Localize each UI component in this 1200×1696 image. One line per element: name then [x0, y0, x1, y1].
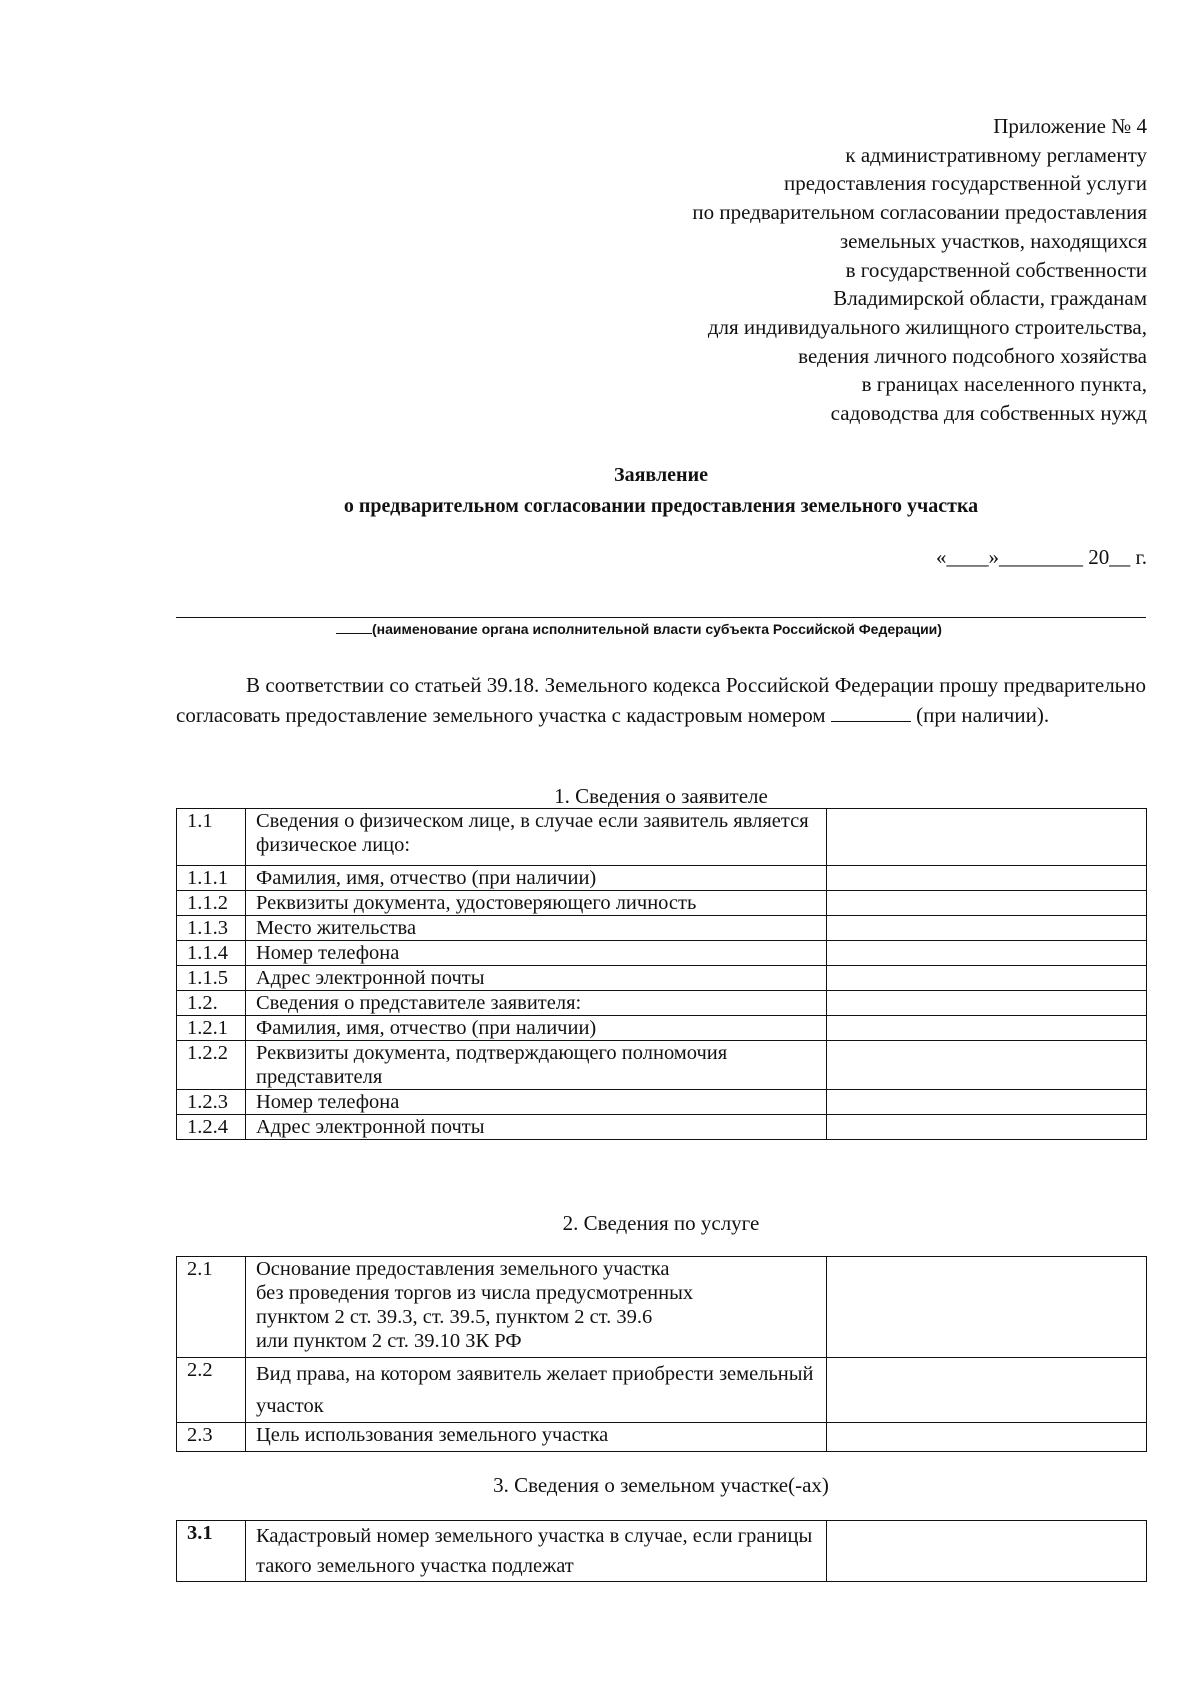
date-field[interactable]: «____»________ 20__ г.	[936, 545, 1147, 569]
row-label: Адрес электронной почты	[246, 966, 827, 991]
row-number: 1.2.2	[177, 1041, 246, 1090]
row-value-cell[interactable]	[827, 916, 1147, 941]
table-row	[177, 941, 1147, 966]
request-paragraph	[176, 670, 1146, 730]
row-value-cell[interactable]	[827, 866, 1147, 891]
table-row	[177, 866, 1147, 891]
row-label-line: без проведения торгов из числа предусмотренных	[256, 1282, 694, 1304]
table-row	[177, 916, 1147, 941]
table-row	[177, 1423, 1147, 1452]
appendix-line: ведения личного подсобного хозяйства	[798, 343, 1147, 368]
document-title	[176, 460, 1146, 522]
table-row	[177, 809, 1147, 866]
row-number: 2.2	[177, 1358, 246, 1423]
row-value-cell[interactable]	[827, 941, 1147, 966]
row-value-cell[interactable]	[827, 1521, 1147, 1582]
request-text-end: (при наличии).	[910, 703, 1050, 727]
row-number: 2.1	[177, 1257, 246, 1358]
row-label: Реквизиты документа, подтверждающего полномочия представителя	[246, 1041, 827, 1090]
row-value-cell[interactable]	[827, 1115, 1147, 1140]
row-value-cell[interactable]	[827, 1016, 1147, 1041]
row-label: Реквизиты документа, удостоверяющего личность	[246, 891, 827, 916]
row-label-line: или пунктом 2 ст. 39.10 ЗК РФ	[256, 1330, 522, 1352]
appendix-line: земельных участков, находящихся	[839, 228, 1147, 253]
appendix-header	[692, 112, 1147, 428]
appendix-line: для индивидуального жилищного строительства,	[707, 314, 1147, 339]
title-line-2: о предварительном согласовании предоставления земельного участка	[343, 495, 979, 517]
appendix-line: Владимирской области, гражданам	[833, 286, 1147, 311]
table-row	[177, 1090, 1147, 1115]
table-row	[177, 991, 1147, 1016]
authority-caption-text: (наименование органа исполнительной власти субъекта Российской Федерации)	[372, 621, 942, 637]
row-number: 1.1.5	[177, 966, 246, 991]
appendix-line: к административному регламенту	[845, 142, 1147, 167]
appendix-line: предоставления государственной услуги	[784, 171, 1147, 196]
appendix-line: в государственной собственности	[845, 257, 1147, 282]
row-label: Место жительства	[246, 916, 827, 941]
row-number: 1.1.3	[177, 916, 246, 941]
section-1-title: 1. Сведения о заявителе	[554, 784, 768, 808]
cadastral-number-blank[interactable]	[831, 703, 911, 722]
row-label: Сведения о представителе заявителя:	[246, 991, 827, 1016]
request-text: В соответствии со статьей 39.18. Земельного кодекса Российской Федерации прошу предварительно согласовать предоставление земельного участка с кадастровым номером	[176, 673, 1146, 727]
row-label: Фамилия, имя, отчество (при наличии)	[246, 866, 827, 891]
row-value-cell[interactable]	[827, 1423, 1147, 1452]
row-label: Адрес электронной почты	[246, 1115, 827, 1140]
applicant-table	[176, 808, 1147, 1140]
row-value-cell[interactable]	[827, 1090, 1147, 1115]
row-number: 1.1.1	[177, 866, 246, 891]
row-label: Номер телефона	[246, 941, 827, 966]
row-label: Фамилия, имя, отчество (при наличии)	[246, 1016, 827, 1041]
row-value-cell[interactable]	[827, 809, 1147, 866]
row-number: 2.3	[177, 1423, 246, 1452]
land-plot-table	[176, 1520, 1147, 1582]
row-value-cell[interactable]	[827, 891, 1147, 916]
row-number: 3.1	[177, 1521, 246, 1582]
row-value-cell[interactable]	[827, 1257, 1147, 1358]
row-number: 1.2.3	[177, 1090, 246, 1115]
table-row	[177, 1115, 1147, 1140]
row-number: 1.2.	[177, 991, 246, 1016]
row-number: 1.2.1	[177, 1016, 246, 1041]
table-row	[177, 1041, 1147, 1090]
row-number: 1.2.4	[177, 1115, 246, 1140]
table-row	[177, 1521, 1147, 1582]
row-label: Сведения о физическом лице, в случае если заявитель является физическое лицо:	[246, 809, 827, 866]
service-table	[176, 1256, 1147, 1452]
title-line-1: Заявление	[614, 464, 708, 486]
row-value-cell[interactable]	[827, 1358, 1147, 1423]
row-value-cell[interactable]	[827, 1041, 1147, 1090]
section-3-title: 3. Сведения о земельном участке(-ах)	[493, 1473, 829, 1497]
row-label: Цель использования земельного участка	[246, 1423, 827, 1452]
appendix-line: Приложение № 4	[993, 114, 1147, 138]
authority-name-line[interactable]	[176, 617, 1146, 618]
row-number: 1.1.4	[177, 941, 246, 966]
row-label: Вид права, на котором заявитель желает приобрести земельный участок	[246, 1358, 827, 1423]
row-number: 1.1.2	[177, 891, 246, 916]
row-value-cell[interactable]	[827, 991, 1147, 1016]
row-label: Кадастровый номер земельного участка в случае, если границы такого земельного участка подлежат	[246, 1521, 827, 1582]
row-value-cell[interactable]	[827, 966, 1147, 991]
table-row	[177, 891, 1147, 916]
appendix-line: садоводства для собственных нужд	[830, 401, 1147, 426]
row-label-line: Основание предоставления земельного участка	[256, 1258, 670, 1280]
row-number: 1.1	[177, 809, 246, 866]
authority-caption	[336, 621, 942, 637]
row-label	[246, 1257, 827, 1358]
table-row	[177, 1016, 1147, 1041]
caption-underline	[336, 623, 372, 634]
section-2-title: 2. Сведения по услуге	[562, 1211, 760, 1235]
table-row	[177, 1358, 1147, 1423]
appendix-line: в границах населенного пункта,	[861, 372, 1147, 397]
row-label: Номер телефона	[246, 1090, 827, 1115]
table-row	[177, 1257, 1147, 1358]
row-label-line: пунктом 2 ст. 39.3, ст. 39.5, пунктом 2 ст. 39.6	[256, 1306, 653, 1328]
appendix-line: по предварительном согласовании предоставления	[692, 200, 1147, 225]
table-row	[177, 966, 1147, 991]
